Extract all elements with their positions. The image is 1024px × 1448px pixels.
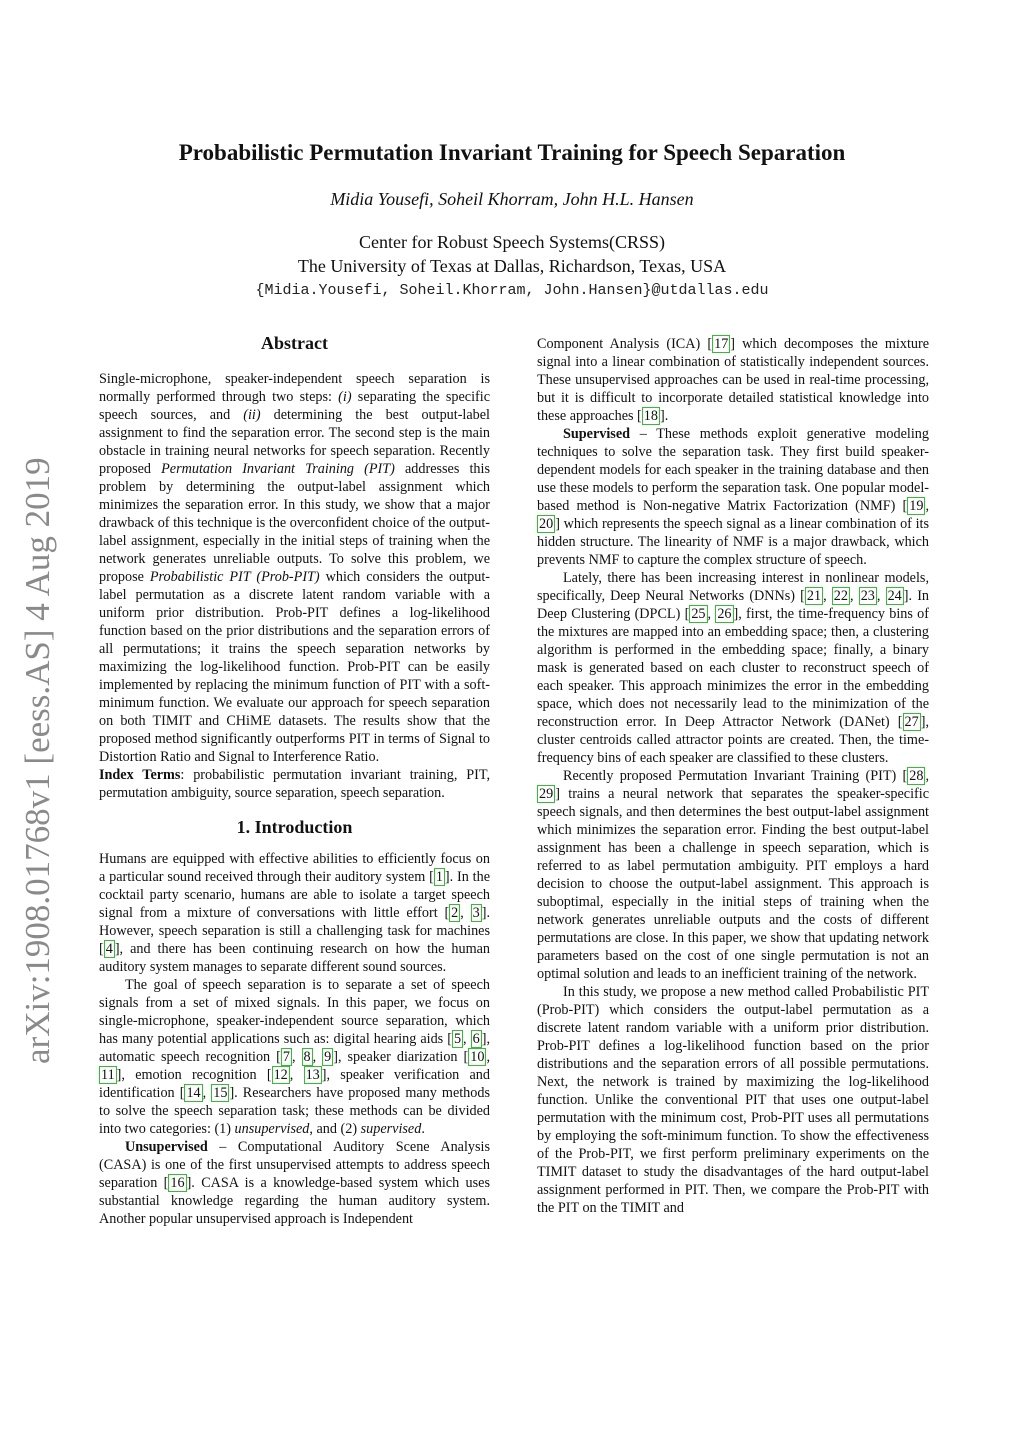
citation-link[interactable]: 13 xyxy=(305,1067,320,1083)
citation-link[interactable]: 18 xyxy=(643,408,658,424)
right-paragraph-4: Recently proposed Permutation Invariant Training (PIT) [ 28 , 29 ] trains a neural network that separates the speaker-specific speech signals, and then determines the best output-label assignment which minimizes the separation error. Finding the best output-label assignment has been a challenge in speech separation, which is referred to as label permutation ambiguity. PIT employs a hard decision to choose the output-label assignment. This approach is suboptimal, especially in the initial steps of training when the network generates unreliable outputs and the costs of different permutations are close. In this paper, we show that updating network parameters based on the cost of one single permutation is not an optimal solution and leads to an inefficient training of the network. xyxy=(537,768,929,982)
left-column xyxy=(99,330,490,1228)
citation-link[interactable]: 3 xyxy=(472,905,480,921)
arxiv-side-label: arXiv:1908.01768v1 [eess.AS] 4 Aug 2019 xyxy=(18,457,57,1064)
citation-link[interactable]: 2 xyxy=(451,905,459,921)
citation-link[interactable]: 27 xyxy=(904,714,919,730)
citation-link[interactable]: 17 xyxy=(714,336,729,352)
intro-heading: 1. Introduction xyxy=(236,817,353,837)
citation-link[interactable]: 15 xyxy=(213,1085,228,1101)
right-paragraph-2: Supervised – These methods exploit generative modeling techniques to solve the separation task. They first build speaker-dependent models for each speaker in the training database and then use these models to perform the separation task. One popular model-based method is Non-negative Matrix Factorization (NMF) [ 19 , 20 ] which represents the speech signal as a linear combination of its hidden structure. The linearity of NMF is a major drawback, which prevents NMF to capture the complex structure of speech. xyxy=(537,426,929,568)
citation-link[interactable]: 24 xyxy=(887,588,902,604)
intro-paragraph-1: Humans are equipped with effective abilities to efficiently focus on a particular sound received through their auditory system [ 1 ]. In the cocktail party scenario, humans are able to isolate a target speech signal from a mixture of conversations with little effort [ 2 , 3 ]. However, speech separation is still a challenging task for machines [ 4 ], and there has been continuing research on how the human auditory system manages to separate different sound sources. xyxy=(99,851,490,975)
citation-link[interactable]: 14 xyxy=(186,1085,201,1101)
citation-link[interactable]: 19 xyxy=(909,498,924,514)
citation-link[interactable]: 7 xyxy=(282,1049,290,1065)
right-paragraph-5: In this study, we propose a new method called Probabilistic PIT (Prob-PIT) which considers the output-label permutation as a discrete latent random variable with a uniform prior distribution. Prob-PIT defines a log-likelihood function based on the prior distributions and the separation errors of all possible permutations. Next, the network is trained by maximizing the log-likelihood function. Unlike the conventional PIT that uses one output-label permutation with the minimum cost, Prob-PIT uses all permutations by employing the soft-minimum function. To show the effectiveness of the Prob-PIT, we first perform preliminary experiments on the TIMIT dataset to study the disadvantages of the hard output-label assignment performed in PIT. Then, we compare the Prob-PIT with the PIT on the TIMIT and xyxy=(537,984,929,1216)
citation-link[interactable]: 26 xyxy=(717,606,732,622)
citation-link[interactable]: 6 xyxy=(472,1031,480,1047)
affiliation-line-2: The University of Texas at Dallas, Richardson, Texas, USA xyxy=(297,256,727,276)
citation-link[interactable]: 22 xyxy=(833,588,848,604)
author-emails: {Midia.Yousefi, Soheil.Khorram, John.Hansen}@utdallas.edu xyxy=(255,282,769,299)
right-paragraph-3: Lately, there has been increasing interest in nonlinear models, specifically, Deep Neural Networks (DNNs) [ 21 , 22 , 23 , 24 ]. In Deep Clustering (DPCL) [ 25 , 26 ], first, the time-frequency bins of the mixtures are mapped into an embedding space; then, a clustering algorithm is performed in the embedding space; finally, a binary mask is generated based on each cluster to reconstruct speech of each speaker. This approach minimizes the error in the embedding space, which does not necessarily lead to the minimization of the reconstruction error. In Deep Attractor Network (DANet) [ 27 ], cluster centroids called attractor points are created. Then, the time-frequency bins of each speaker are classified to these clusters. xyxy=(537,570,930,766)
citation-link[interactable]: 10 xyxy=(470,1049,485,1065)
affiliation-line-1: Center for Robust Speech Systems(CRSS) xyxy=(359,232,665,252)
citation-link[interactable]: 5 xyxy=(453,1031,462,1047)
citation-link[interactable]: 25 xyxy=(691,606,706,622)
citation-link[interactable]: 1 xyxy=(435,869,443,885)
intro-paragraph-2: The goal of speech separation is to separate a set of speech signals from a set of mixed signals. In this paper, we focus on single-microphone, speaker-independent source separation, which has many potential applications such as: digital hearing aids [ 5 , 6 ], automatic speech recognition [ 7 , 8 , 9 ], speaker diarization [ 10 , 11 ], emotion recognition [ 12 , 13 ], speaker verification and identification [ 14 , 15 ]. Researchers have proposed many methods to solve the speech separation task; these methods can be divided into two categories: (1) unsupervised, and (2) supervised. xyxy=(99,977,490,1137)
index-terms: Index Terms: probabilistic permutation invariant training, PIT, permutation ambiguity, source separation, speech separation. xyxy=(99,767,491,801)
citation-link[interactable]: 8 xyxy=(303,1049,311,1065)
authors: Midia Yousefi, Soheil Khorram, John H.L. Hansen xyxy=(330,189,694,209)
citation-link[interactable]: 20 xyxy=(539,516,554,532)
citation-link[interactable]: 16 xyxy=(170,1175,185,1191)
citation-link[interactable]: 23 xyxy=(860,588,875,604)
citation-link[interactable]: 11 xyxy=(101,1067,115,1083)
citation-link[interactable]: 29 xyxy=(539,786,554,802)
right-column xyxy=(537,335,929,1217)
right-paragraph-1: Component Analysis (ICA) [ 17 ] which decomposes the mixture signal into a linear combination of statistically independent sources. These unsupervised approaches can be used in real-time processing, but it is difficult to incorporate detailed statistical knowledge into these approaches [ 18 ]. xyxy=(537,336,930,424)
citation-link[interactable]: 28 xyxy=(909,768,924,784)
citation-link[interactable]: 9 xyxy=(324,1049,332,1065)
citation-link[interactable]: 12 xyxy=(273,1067,288,1083)
abstract-text: Single-microphone, speaker-independent speech separation is normally performed through two steps: (i) separating the specific speech sources, and (ii) determining the best output-label assignment to find the separation error. The second step is the main obstacle in training neural networks for speech separation. Recently proposed Permutation Invariant Training (PIT) addresses this problem by determining the output-label assignment which minimizes the separation error. In this study, we show that a major drawback of this technique is the overconfident choice of the output-label assignment, especially in the initial steps of training when the network generates unreliable outputs. To solve this problem, we propose Probabilistic PIT (Prob-PIT) which considers the output-label permutation as a discrete latent random variable with a uniform prior distribution. Prob-PIT defines a log-likelihood function based on the prior distributions and the separation errors of all permutations; it trains the speech separation networks by maximizing the log-likelihood function. Prob-PIT can be easily implemented by replacing the minimum function of PIT with a soft-minimum function. We evaluate our approach for speech separation on both TIMIT and CHiME datasets. The results show that the proposed method significantly outperforms PIT in terms of Signal to Distortion Ratio and Signal to Interference Ratio. xyxy=(99,371,491,765)
intro-paragraph-3: Unsupervised – Computational Auditory Scene Analysis (CASA) is one of the first unsupervised attempts to address speech separation [ 16 ]. CASA is a knowledge-based system which uses substantial knowledge regarding the human auditory system. Another popular unsupervised approach is Independent xyxy=(99,1139,490,1227)
paper-title: Probabilistic Permutation Invariant Training for Speech Separation xyxy=(178,140,846,165)
abstract-heading: Abstract xyxy=(261,333,328,353)
citation-link[interactable]: 21 xyxy=(806,588,822,604)
citation-link[interactable]: 4 xyxy=(105,941,113,957)
